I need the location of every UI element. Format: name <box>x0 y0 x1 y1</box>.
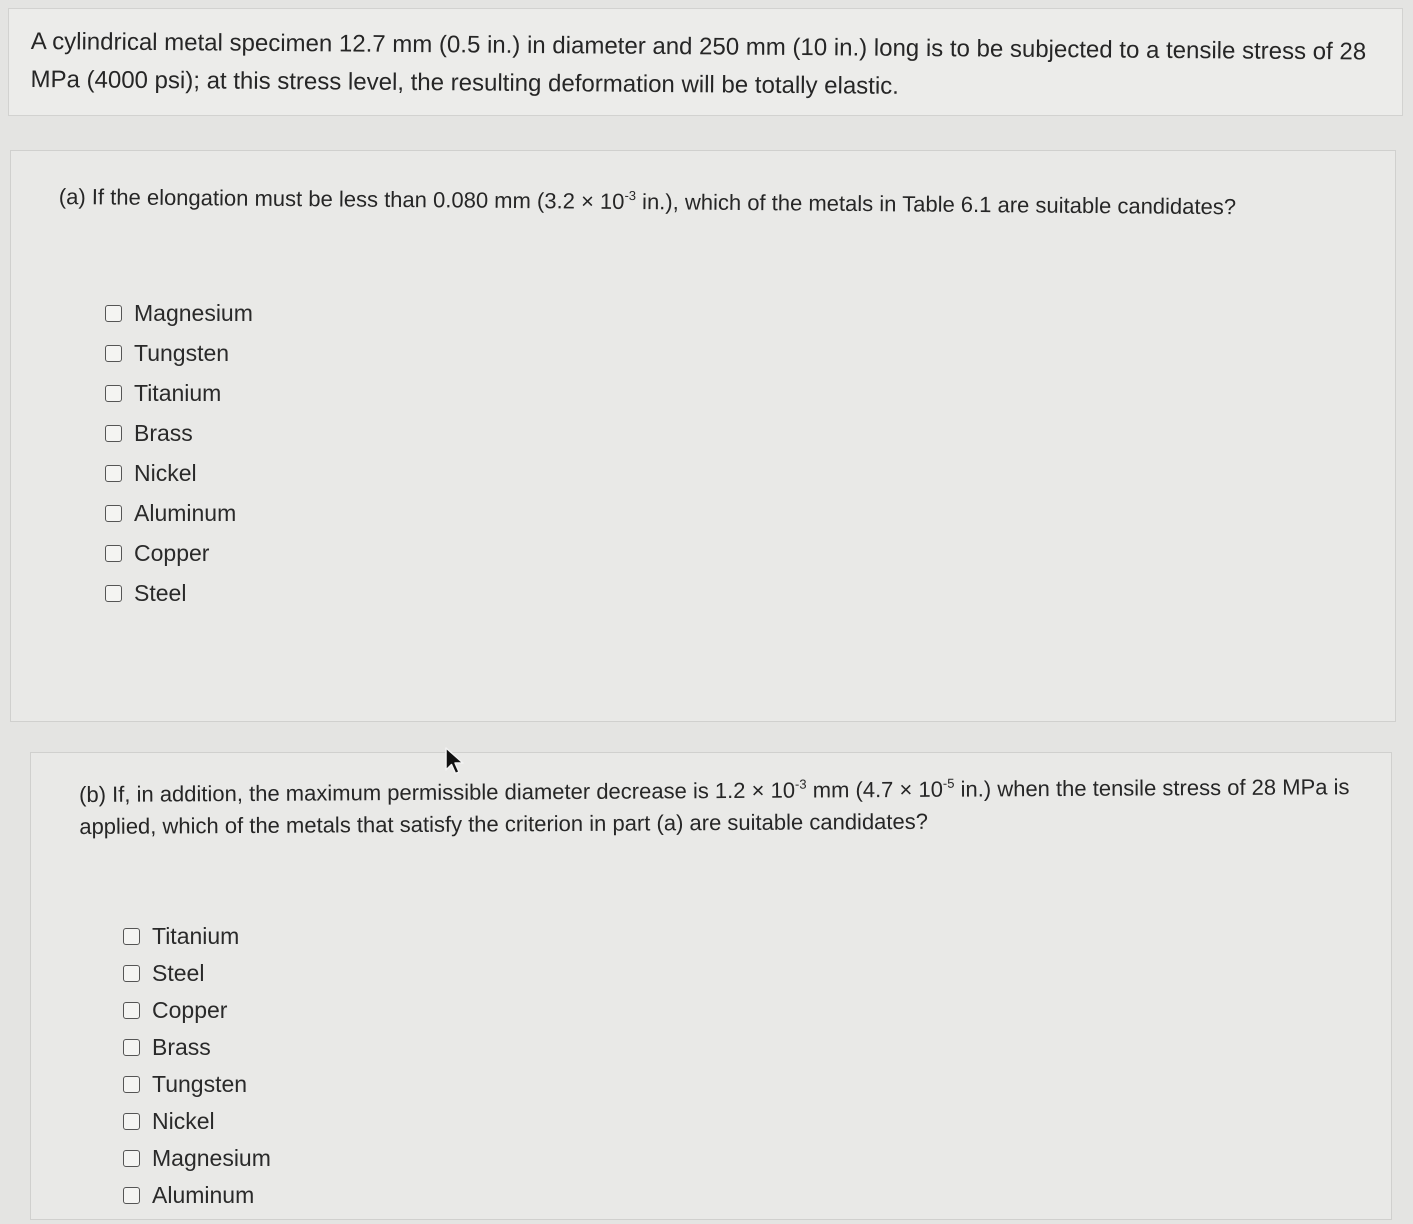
checkbox[interactable] <box>105 465 122 482</box>
option-label: Nickel <box>134 459 197 486</box>
part-b-option-copper[interactable] <box>123 992 271 1029</box>
checkbox[interactable] <box>123 928 140 945</box>
part-b-exponent-2: -5 <box>942 775 955 791</box>
option-label: Titanium <box>134 379 222 406</box>
checkbox[interactable] <box>105 305 122 322</box>
option-label: Magnesium <box>134 299 253 326</box>
part-a-option-steel[interactable] <box>105 573 253 613</box>
option-label: Aluminum <box>134 499 237 526</box>
option-label: Aluminum <box>152 1182 255 1208</box>
checkbox[interactable] <box>123 1150 140 1167</box>
part-a-option-tungsten[interactable] <box>105 333 253 373</box>
part-b-question <box>79 771 1369 843</box>
part-b-option-nickel[interactable] <box>123 1103 271 1140</box>
checkbox[interactable] <box>123 1187 140 1204</box>
checkbox[interactable] <box>105 585 122 602</box>
part-b-option-steel[interactable] <box>123 955 271 992</box>
part-b-option-aluminum[interactable] <box>123 1177 271 1214</box>
checkbox[interactable] <box>123 1113 140 1130</box>
checkbox[interactable] <box>123 1076 140 1093</box>
part-b-option-tungsten[interactable] <box>123 1066 271 1103</box>
part-a-option-titanium[interactable] <box>105 373 253 413</box>
part-b-option-brass[interactable] <box>123 1029 271 1066</box>
part-a-question-text: (a) If the elongation must be less than 0.080 mm (3.2 × 10 <box>58 183 625 214</box>
option-label: Brass <box>152 1034 211 1060</box>
part-b-exponent-1: -3 <box>794 776 807 792</box>
checkbox[interactable] <box>105 425 122 442</box>
part-b-option-magnesium[interactable] <box>123 1140 271 1177</box>
part-a-option-aluminum[interactable] <box>105 493 253 533</box>
part-b-panel <box>30 752 1392 1220</box>
option-label: Copper <box>134 539 210 566</box>
part-a-options-list <box>105 293 253 613</box>
part-a-exponent: -3 <box>624 187 637 204</box>
checkbox[interactable] <box>123 1002 140 1019</box>
option-label: Nickel <box>152 1108 215 1134</box>
part-b-options-list <box>123 918 271 1214</box>
part-a-option-magnesium[interactable] <box>105 293 253 333</box>
checkbox[interactable] <box>105 385 122 402</box>
problem-statement-panel <box>8 8 1403 116</box>
option-label: Brass <box>134 419 193 446</box>
mouse-pointer-icon <box>444 746 466 776</box>
checkbox[interactable] <box>105 545 122 562</box>
part-b-question-text-end: in.) when the tensile stress of 28 MPa is applied, which of the metals that satisfy the criterion in part (a) are suitable candidates? <box>79 774 1350 839</box>
part-a-option-brass[interactable] <box>105 413 253 453</box>
checkbox[interactable] <box>105 345 122 362</box>
checkbox[interactable] <box>123 965 140 982</box>
option-label: Titanium <box>152 923 240 949</box>
checkbox[interactable] <box>105 505 122 522</box>
option-label: Copper <box>152 997 228 1023</box>
option-label: Steel <box>134 579 187 606</box>
part-a-panel <box>10 150 1396 722</box>
option-label: Tungsten <box>152 1071 248 1097</box>
part-b-option-titanium[interactable] <box>123 918 271 955</box>
option-label: Tungsten <box>134 339 230 366</box>
part-a-question-text-end: in.), which of the metals in Table 6.1 are suitable candidates? <box>635 189 1237 220</box>
part-a-question <box>59 181 1369 224</box>
option-label: Magnesium <box>152 1145 271 1171</box>
problem-statement: A cylindrical metal specimen 12.7 mm (0.5 in.) in diameter and 250 mm (10 in.) long is to be subjected to a tensile stress of 28 MPa (4000 psi); at this stress level, the resulting deformation will be totally elastic. <box>30 27 1367 100</box>
part-a-option-copper[interactable] <box>105 533 253 573</box>
part-a-option-nickel[interactable] <box>105 453 253 493</box>
part-b-question-text-mid: mm (4.7 × 10 <box>806 776 943 803</box>
checkbox[interactable] <box>123 1039 140 1056</box>
part-b-question-text: (b) If, in addition, the maximum permissible diameter decrease is 1.2 × 10 <box>79 777 796 807</box>
option-label: Steel <box>152 960 205 986</box>
